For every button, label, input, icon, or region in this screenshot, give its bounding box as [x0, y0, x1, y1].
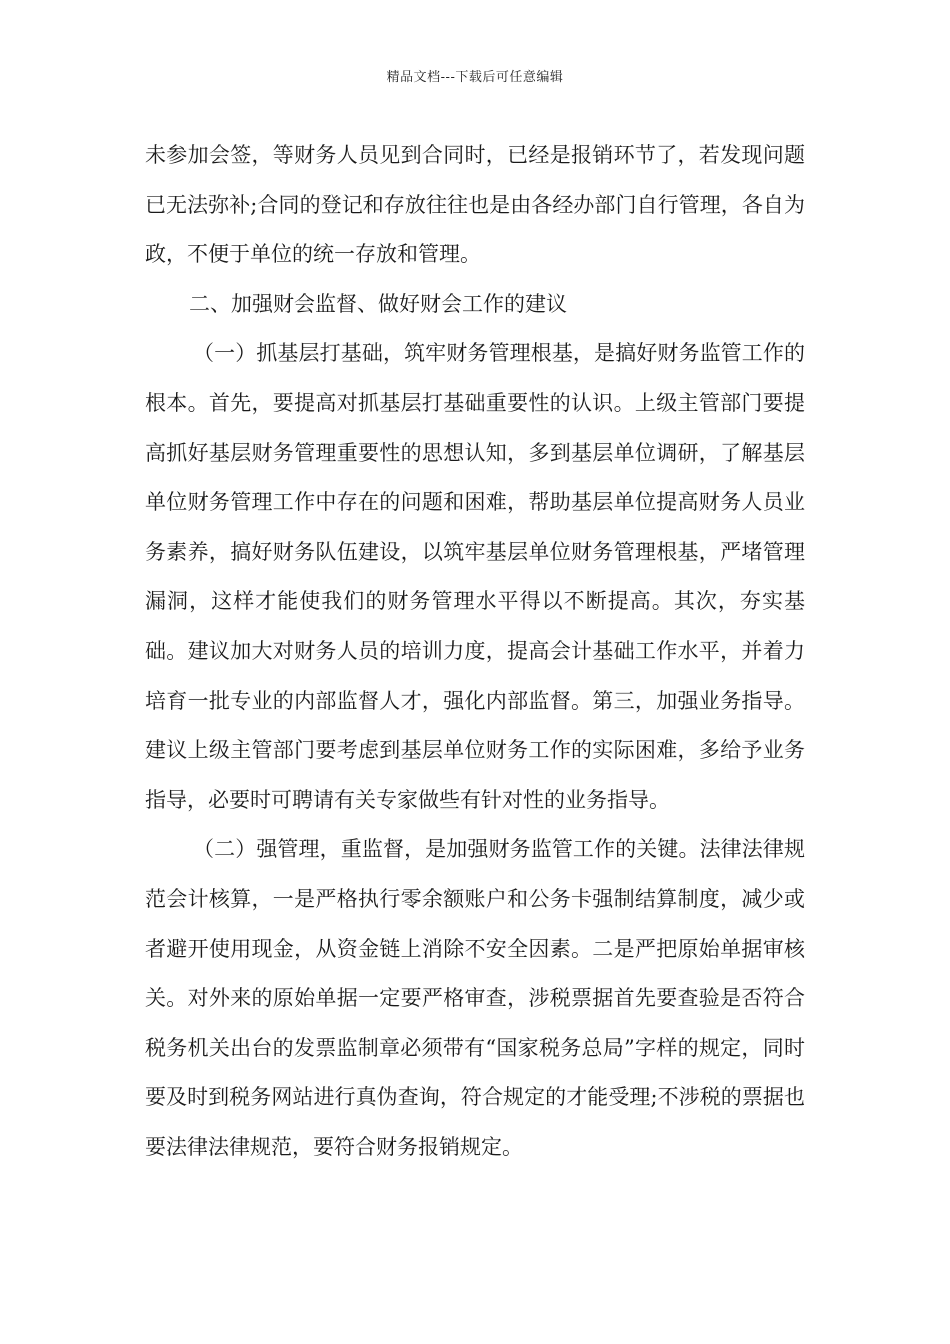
page-header: 精品文档---下载后可任意编辑: [386, 70, 564, 85]
section-heading-suggestions: 二、加强财会监督、做好财会工作的建议: [189, 291, 567, 316]
paragraph-management-supervision: （二）强管理，重监督，是加强财务监管工作的关键。法律法律规范会计核算，一是严格执行零余额账户和公务卡强制结算制度，减少或者避开使用现金，从资金链上消除不安全因素。二是严把原始单据审核关。对外来的原始单据一定要严格审查，涉税票据首先要查验是否符合税务机关出台的发票监制章必须带有“国家税务总局”字样的规定，同时要及时到税务网站进行真伪查询，符合规定的才能受理;不涉税的票据也要法律法律规范，要符合财务报销规定。: [145, 837, 805, 1159]
paragraph-contract-issue: 未参加会签，等财务人员见到合同时，已经是报销环节了，若发现问题已无法弥补;合同的登记和存放往往也是由各经办部门自行管理，各自为政，不便于单位的统一存放和管理。: [145, 143, 805, 267]
paragraph-grassroots-foundation: （一）抓基层打基础，筑牢财务管理根基，是搞好财务监管工作的根本。首先，要提高对抓基层打基础重要性的认识。上级主管部门要提高抓好基层财务管理重要性的思想认知，多到基层单位调研，了解基层单位财务管理工作中存在的问题和困难，帮助基层单位提高财务人员业务素养，搞好财务队伍建设，以筑牢基层单位财务管理根基，严堵管理漏洞，这样才能使我们的财务管理水平得以不断提高。其次，夯实基础。建议加大对财务人员的培训力度，提高会计基础工作水平，并着力培育一批专业的内部监督人才，强化内部监督。第三，加强业务指导。建议上级主管部门要考虑到基层单位财务工作的实际困难，多给予业务指导，必要时可聘请有关专家做些有针对性的业务指导。: [145, 341, 805, 812]
document-body: [145, 131, 805, 1172]
